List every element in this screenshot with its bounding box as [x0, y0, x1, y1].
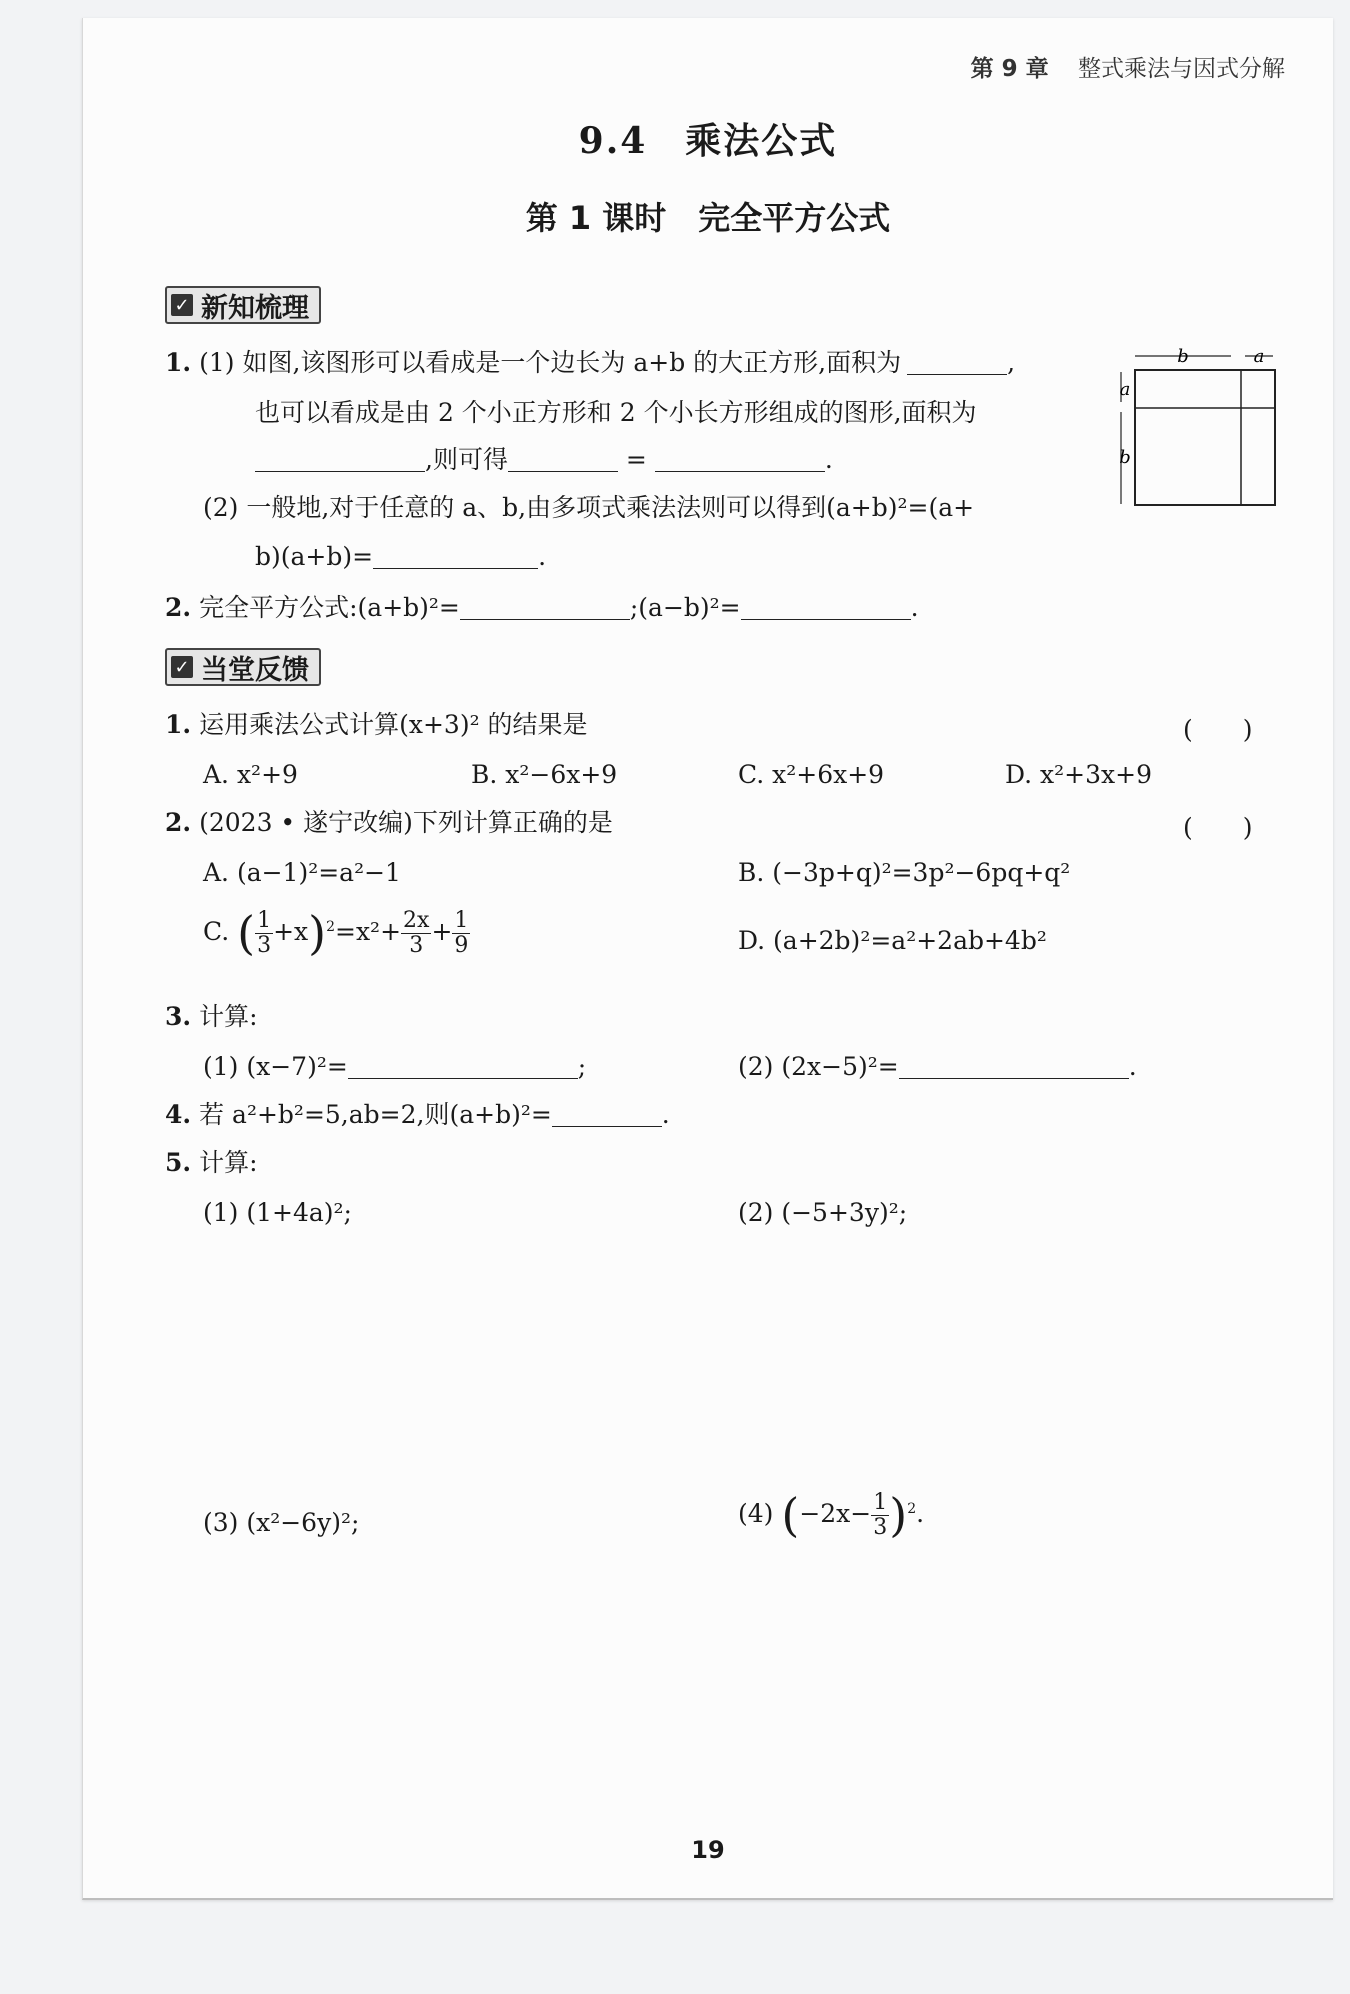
answer-blank[interactable] — [373, 546, 538, 569]
page-number: 19 — [691, 1836, 725, 1864]
answer-blank[interactable] — [552, 1104, 662, 1127]
section-feedback — [165, 648, 321, 686]
question-number: 2. — [165, 808, 192, 837]
label-b-top: b — [1177, 346, 1189, 367]
fb-q1-option-b[interactable]: B. x²−6x+9 — [471, 760, 618, 789]
fb-q5-text: 计算: — [199, 1148, 258, 1177]
part-label: (4) — [738, 1499, 774, 1529]
question-number: 1. — [165, 710, 192, 739]
nk-q2: 2. 完全平方公式:(a+b)²= ;(a−b)²= . — [165, 593, 919, 622]
denominator: 3 — [873, 1515, 888, 1541]
question-number: 5. — [165, 1148, 192, 1177]
fb-q3-text: 计算: — [199, 1002, 258, 1031]
left-paren: ( — [237, 906, 256, 960]
square-figure — [1113, 340, 1283, 515]
fb-q3-p2: (2) (2x−5)²= . — [738, 1052, 1137, 1081]
fb-q5-p4: (4) (−2x− $\frac{1}{3}$ )$^2$. — [738, 1488, 925, 1542]
nk-q1-line2: 也可以看成是由 2 个小正方形和 2 个小长方形组成的图形,面积为 — [255, 398, 977, 427]
fb-q4-text: 若 a²+b²=5,ab=2,则(a+b)²= — [199, 1100, 552, 1129]
nk-q2-text1: 完全平方公式:(a+b)²= — [199, 593, 460, 622]
denominator: 3 — [257, 933, 272, 959]
nk-q1-text1: (1) 如图,该图形可以看成是一个边长为 a+b 的大正方形,面积为 — [199, 348, 902, 377]
fraction — [871, 1491, 889, 1540]
nk-q1-then: ,则可得 — [425, 445, 508, 474]
answer-blank[interactable] — [655, 449, 825, 472]
answer-blank[interactable] — [460, 597, 630, 620]
nk-q1-line1: 1. (1) 如图,该图形可以看成是一个边长为 a+b 的大正方形,面积为 , — [165, 348, 1016, 377]
lesson-title: 第 1 课时 完全平方公式 — [525, 199, 891, 237]
section-label: 当堂反馈 — [201, 654, 309, 686]
numerator: 1 — [257, 907, 272, 933]
chapter-title: 整式乘法与因式分解 — [1078, 56, 1285, 82]
answer-blank[interactable] — [508, 449, 618, 472]
fb-q5 — [165, 1148, 258, 1178]
fb-q2-option-a[interactable]: A. (a−1)²=a²−1 — [203, 858, 401, 887]
fraction — [255, 909, 273, 958]
question-number: 3. — [165, 1002, 192, 1031]
answer-blank[interactable] — [348, 1056, 578, 1079]
section-label: 新知梳理 — [201, 292, 309, 324]
nk-q1-line3: ,则可得 = . — [255, 445, 833, 475]
answer-blank[interactable] — [907, 352, 1007, 375]
right-paren: ) — [889, 1488, 908, 1542]
denominator: 3 — [409, 933, 424, 959]
nk-q1-p2-line2: b)(a+b)= . — [255, 542, 547, 571]
chapter-number: 第 9 章 — [970, 56, 1049, 82]
fb-q5-p2: (2) (−5+3y)²; — [738, 1198, 908, 1227]
fb-q2 — [165, 808, 613, 838]
denominator: 9 — [454, 933, 469, 959]
question-number: 1. — [165, 348, 192, 377]
fb-q1-text: 运用乘法公式计算(x+3)² 的结果是 — [199, 710, 588, 739]
fb-q2-text: (2023 • 遂宁改编)下列计算正确的是 — [199, 808, 613, 837]
answer-paren[interactable]: ( ) — [1183, 813, 1253, 842]
worksheet-page — [82, 18, 1333, 1900]
answer-paren[interactable]: ( ) — [1183, 715, 1253, 744]
answer-blank[interactable] — [899, 1056, 1129, 1079]
answer-blank[interactable] — [255, 449, 425, 472]
numerator: 1 — [454, 907, 469, 933]
label-b-side: b — [1119, 447, 1131, 468]
label-a-top: a — [1253, 346, 1265, 367]
fb-q3-p1-text: (1) (x−7)²= — [203, 1052, 348, 1081]
fb-q1-option-a[interactable]: A. x²+9 — [203, 760, 298, 789]
section-title: 9.4 乘法公式 — [578, 120, 838, 162]
nk-q1-p2-text: b)(a+b)= — [255, 542, 374, 571]
fb-q3 — [165, 1002, 258, 1032]
left-paren: ( — [781, 1488, 800, 1542]
numerator: 2x — [403, 907, 430, 933]
fb-q2-option-d[interactable]: D. (a+2b)²=a²+2ab+4b² — [738, 926, 1047, 955]
equals-sign: = — [625, 445, 647, 474]
option-c-rest: =x²+ — [335, 917, 402, 947]
fb-q1-option-c[interactable]: C. x²+6x+9 — [738, 760, 885, 789]
numerator: 1 — [873, 1489, 888, 1515]
fb-q3-p2-text: (2) (2x−5)²= — [738, 1052, 899, 1081]
option-label: C. — [203, 917, 230, 947]
question-number: 4. — [165, 1100, 192, 1129]
fraction — [401, 909, 431, 958]
check-icon: ✓ — [171, 656, 193, 678]
fb-q2-option-b[interactable]: B. (−3p+q)²=3p²−6pq+q² — [738, 858, 1071, 887]
option-c-mid: +x — [273, 917, 309, 947]
answer-blank[interactable] — [741, 597, 911, 620]
nk-q1-p2-line1: (2) 一般地,对于任意的 a、b,由多项式乘法法则可以得到(a+b)²=(a+ — [203, 493, 975, 522]
fb-q5-p4-mid: −2x− — [799, 1499, 872, 1529]
nk-q2-text2: ;(a−b)²= — [629, 593, 741, 622]
fb-q2-option-c[interactable]: C. ( $\frac{1}{3}$ +x)$^2$=x²+ $\frac{2x}{3}$ + $\frac{1}{9}$ — [203, 906, 469, 960]
question-number: 2. — [165, 593, 192, 622]
section-new-knowledge — [165, 286, 321, 324]
fb-q3-p1: (1) (x−7)²= ; — [203, 1052, 587, 1081]
label-a-side: a — [1119, 379, 1131, 400]
fb-q5-p3: (3) (x²−6y)²; — [203, 1508, 360, 1537]
plus-sign: + — [431, 917, 453, 947]
fb-q1 — [165, 710, 588, 740]
fb-q4: 4. 若 a²+b²=5,ab=2,则(a+b)²= . — [165, 1100, 670, 1129]
fraction — [452, 909, 470, 958]
chapter-header — [971, 50, 1285, 83]
fb-q1-option-d[interactable]: D. x²+3x+9 — [1005, 760, 1152, 789]
right-paren: ) — [308, 906, 327, 960]
fb-q5-p1: (1) (1+4a)²; — [203, 1198, 352, 1227]
check-icon: ✓ — [171, 294, 193, 316]
